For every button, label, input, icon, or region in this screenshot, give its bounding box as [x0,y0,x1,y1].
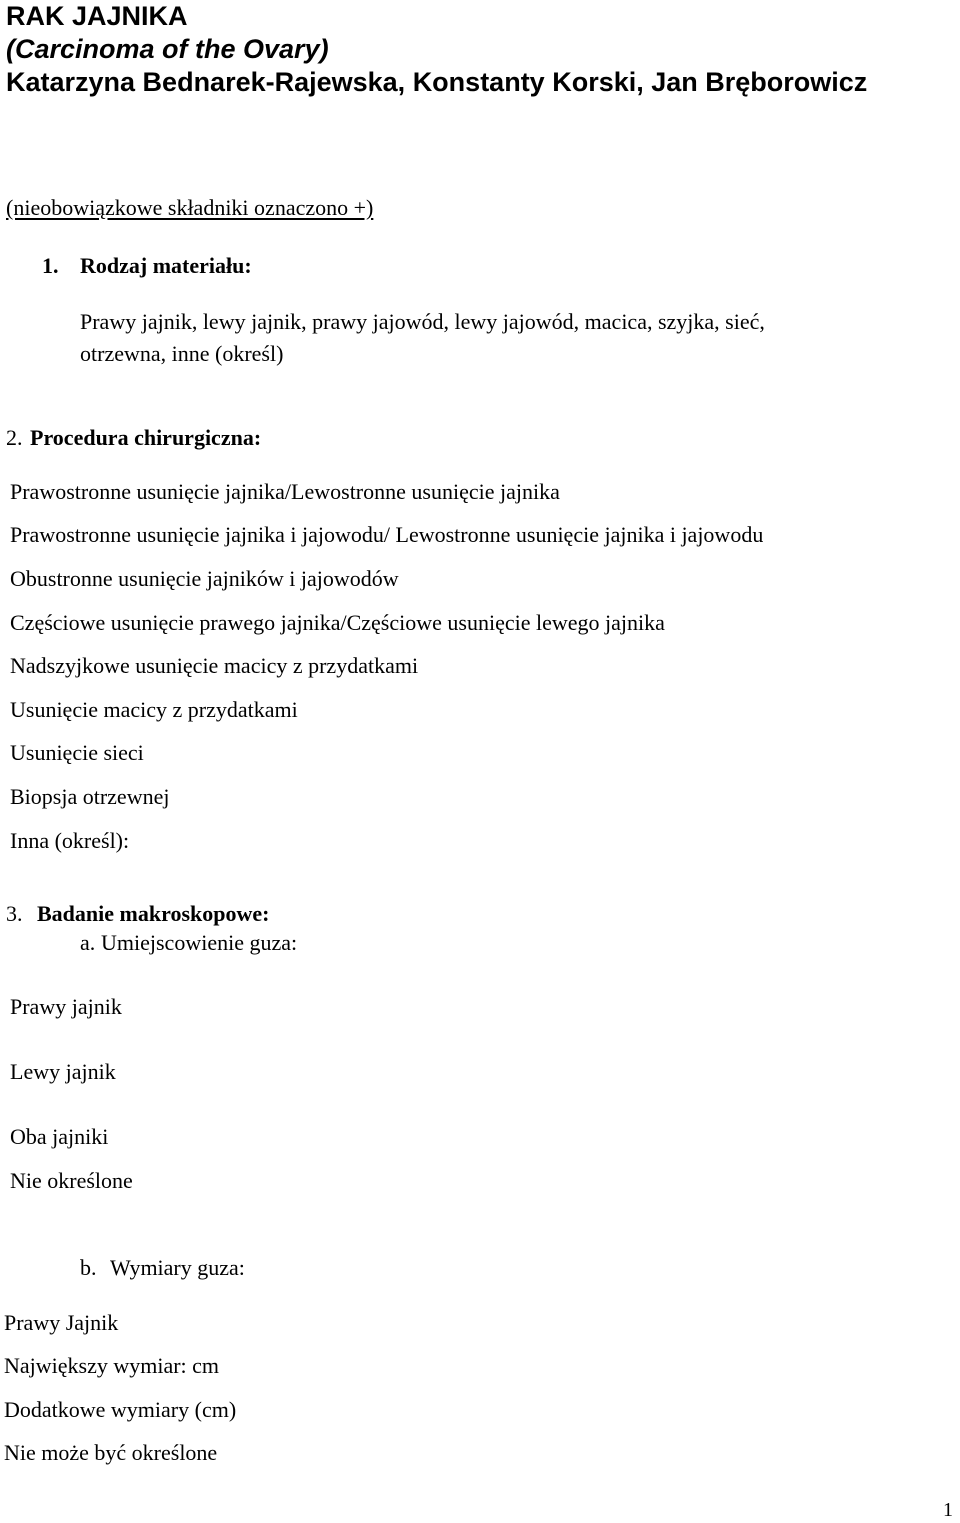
tumor-size-item: Nie może być określone [4,1440,218,1465]
tumor-location-item: Lewy jajnik [10,1059,116,1084]
document-authors: Katarzyna Bednarek-Rajewska, Konstanty Korski, Jan Bręborowicz [6,67,868,97]
subsection-a-heading: Umiejscowienie guza: [101,930,298,955]
procedure-item: Biopsja otrzewnej [10,784,170,809]
section-2-number: 2. [6,425,23,450]
tumor-location-item: Nie określone [10,1168,133,1193]
section-1-line: otrzewna, inne (określ) [80,341,284,366]
page-number: 1 [943,1499,953,1521]
document-title: RAK JAJNIKA [6,1,188,31]
tumor-location-item: Oba jajniki [10,1124,109,1149]
procedure-item: Prawostronne usunięcie jajnika/Lewostronne usunięcie jajnika [10,479,560,504]
subsection-b-label: b. [80,1255,97,1280]
tumor-location-item: Prawy jajnik [10,994,122,1019]
subsection-a-label: a. [80,930,96,955]
optional-components-note: (nieobowiązkowe składniki oznaczono +) [6,195,374,220]
tumor-size-item: Dodatkowe wymiary (cm) [4,1397,237,1422]
subsection-b-heading: Wymiary guza: [110,1255,245,1280]
procedure-item: Nadszyjkowe usunięcie macicy z przydatkami [10,653,419,678]
section-3-heading: Badanie makroskopowe: [37,901,270,926]
tumor-size-item: Największy wymiar: cm [4,1353,220,1378]
section-1-heading: Rodzaj materiału: [80,253,252,278]
section-1-line: Prawy jajnik, lewy jajnik, prawy jajowód, lewy jajowód, macica, szyjka, sieć, [80,309,765,334]
procedure-item: Inna (określ): [10,828,130,853]
section-3-number: 3. [6,901,23,926]
procedure-item: Prawostronne usunięcie jajnika i jajowodu/ Lewostronne usunięcie jajnika i jajowodu [10,522,764,547]
procedure-item: Częściowe usunięcie prawego jajnika/Częściowe usunięcie lewego jajnika [10,610,665,635]
document-subtitle: (Carcinoma of the Ovary) [6,34,329,64]
procedure-item: Obustronne usunięcie jajników i jajowodów [10,566,399,591]
section-1-number: 1. [42,253,59,278]
procedure-item: Usunięcie sieci [10,740,144,765]
section-2-heading: Procedura chirurgiczna: [30,425,262,450]
procedure-item: Usunięcie macicy z przydatkami [10,697,298,722]
tumor-size-item: Prawy Jajnik [4,1310,119,1335]
